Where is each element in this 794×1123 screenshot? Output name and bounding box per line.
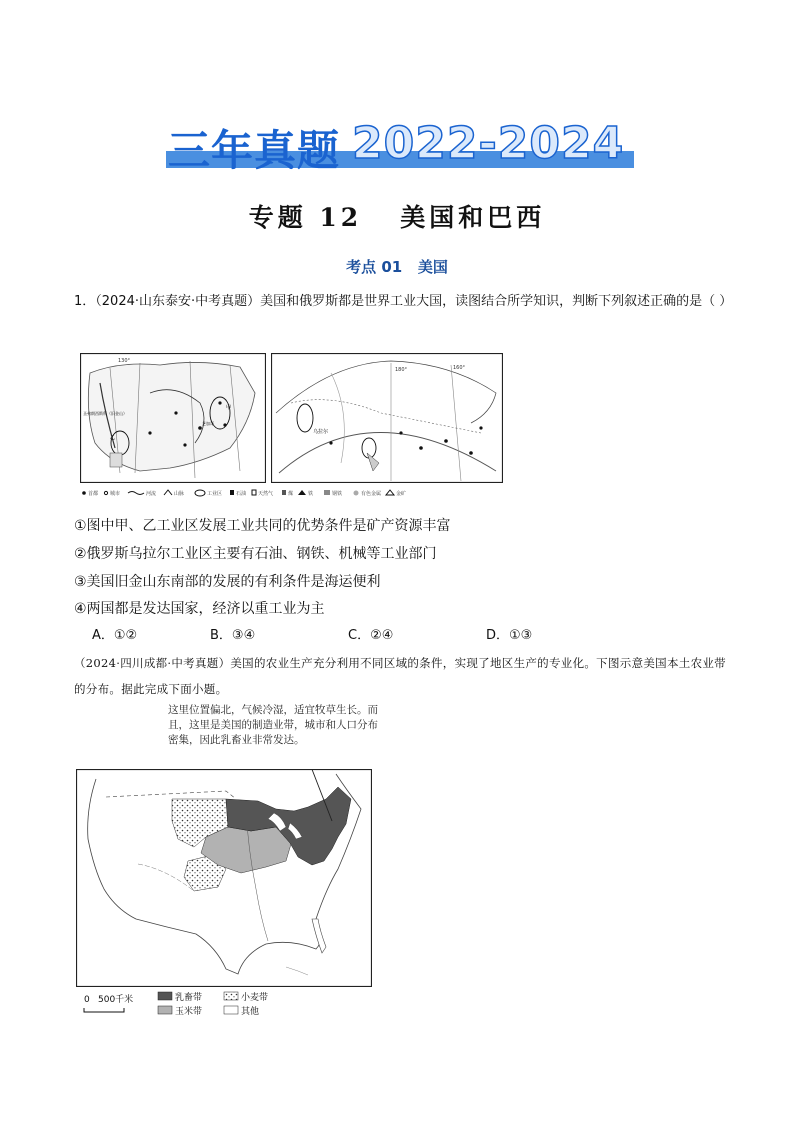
nonferrous-icon — [354, 491, 359, 496]
other-swatch — [224, 1006, 238, 1014]
label-180e: 180° — [395, 367, 408, 373]
gold-icon — [386, 490, 394, 495]
scale-bar — [84, 1008, 124, 1012]
mountain-icon — [164, 490, 172, 495]
statement-4: ④两国都是发达国家，经济以重工业为主 — [74, 601, 325, 617]
legend-dairy: 乳畜带 — [175, 993, 203, 1003]
label-yi: 乙 — [110, 435, 116, 441]
statement-3: ③美国旧金山东南部的发展的有利条件是海运便利 — [74, 574, 381, 590]
label-san-francisco: 圣弗朗西斯科（旧金山） — [83, 411, 127, 416]
scale-distance: 500千米 — [98, 995, 134, 1005]
banner-heading: 三年真题 — [168, 126, 341, 175]
legend-item: 城市 — [110, 491, 121, 497]
option-d[interactable]: D．①③ — [486, 628, 533, 643]
city-icon — [104, 491, 107, 494]
legend-corn: 玉米带 — [175, 1007, 203, 1017]
russia-industry-map — [271, 353, 503, 483]
gas-icon — [252, 490, 256, 495]
option-a[interactable]: A．①② — [92, 628, 138, 643]
label-chicago: 芝加哥 — [202, 421, 214, 426]
legend-item: 首都 — [88, 491, 99, 497]
iron-icon — [298, 490, 306, 495]
option-c[interactable]: C．②④ — [348, 628, 394, 643]
legend-item: 钢铁 — [332, 491, 343, 497]
legend-item: 金矿 — [396, 491, 407, 497]
us-industry-map — [80, 353, 266, 483]
map-legend-q1 — [80, 485, 480, 501]
banner-years: 2022-2024 — [352, 118, 625, 169]
legend-item: 煤 — [288, 491, 294, 497]
legend-item: 工业区 — [207, 491, 223, 497]
legend-other: 其他 — [241, 1007, 260, 1017]
map-callout-text: 这里位置偏北，气候冷湿，适宜牧草生长。而且，这里是美国的制造业带，城市和人口分布密集，因此乳畜业非常发达。 — [168, 704, 378, 746]
option-b[interactable]: B．③④ — [210, 628, 256, 643]
section-subtitle: 考点 01 美国 — [346, 258, 448, 276]
question-1-stem: 1．（2024·山东泰安·中考真题）美国和俄罗斯都是世界工业大国，读图结合所学知识，判断下列叙述正确的是（ ） — [74, 294, 733, 309]
legend-item: 天然气 — [258, 491, 274, 497]
legend-item: 河流 — [146, 491, 157, 497]
label-160e: 160° — [453, 365, 466, 371]
scale-zero: 0 — [84, 995, 90, 1005]
oil-icon — [230, 490, 234, 495]
dairy-swatch — [158, 992, 172, 1000]
label-jia: 甲 — [226, 405, 232, 411]
wheat-swatch — [224, 992, 238, 1000]
label-meridian: 130° — [118, 358, 131, 364]
legend-wheat: 小麦带 — [241, 993, 269, 1003]
river-icon — [128, 492, 144, 495]
statement-1: ①图中甲、乙工业区发展工业共同的优势条件是矿产资源丰富 — [74, 518, 451, 534]
corn-swatch — [158, 1006, 172, 1014]
agriculture-legend — [80, 988, 380, 1022]
industrial-zone-icon — [195, 490, 205, 496]
page-title: 专题 12 美国和巴西 — [248, 203, 546, 232]
legend-item: 山脉 — [174, 491, 185, 497]
question-2-intro: （2024·四川成都·中考真题）美国的农业生产充分利用不同区域的条件，实现了地区生产的专业化。下图示意美国本土农业带的分布。据此完成下面小题。 — [74, 656, 726, 696]
legend-item: 铁 — [308, 491, 314, 497]
label-ural: 乌拉尔 — [313, 429, 329, 435]
legend-item: 石油 — [236, 491, 247, 497]
legend-item: 有色金属 — [361, 491, 382, 497]
us-agriculture-map — [76, 769, 372, 987]
statement-2: ②俄罗斯乌拉尔工业区主要有石油、钢铁、机械等工业部门 — [74, 546, 437, 562]
steel-icon — [324, 490, 330, 495]
capital-icon — [82, 491, 86, 495]
coal-icon — [282, 490, 286, 495]
